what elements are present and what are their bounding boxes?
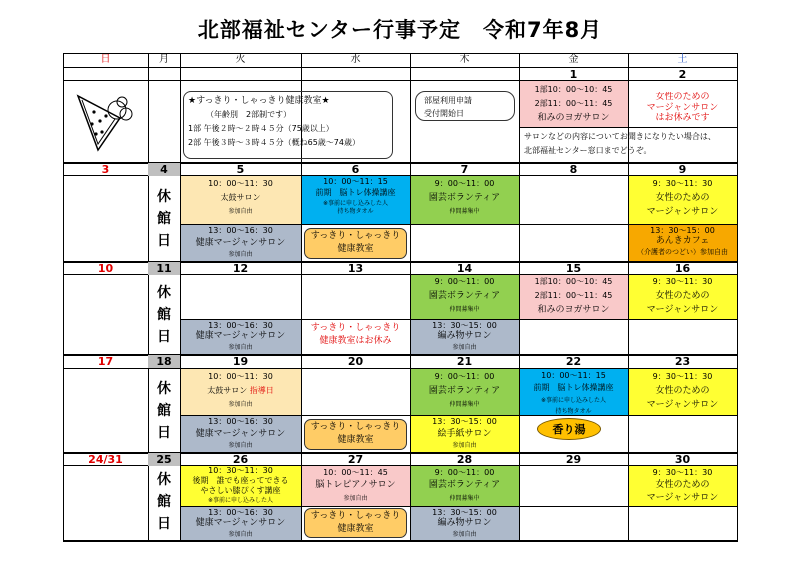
date-sat: 2 <box>678 68 687 81</box>
event-note: 参加自由 <box>228 401 253 408</box>
weekday-fri: 金 <box>568 54 579 65</box>
event-name: マージャンサロン <box>646 305 719 315</box>
josei-yasumi-line: 女性のための <box>655 92 710 102</box>
event-name: 前期 脳トレ体操講座 <box>315 188 396 198</box>
date-wed: 13 <box>347 262 364 275</box>
yoga-salon <box>519 275 628 319</box>
event-note: ※事前に申し込みした人 <box>322 200 389 208</box>
inquiry-line: 北部福祉センター窓口までどうぞ。 <box>524 146 652 155</box>
kyukan-char: 館 <box>157 494 171 510</box>
kyukan-char: 休 <box>157 189 171 205</box>
ankiri-cafe <box>628 225 737 261</box>
event-note: 参加自由 <box>452 344 477 351</box>
majan-salon <box>180 320 301 354</box>
date-thu: 14 <box>456 262 473 275</box>
amimono-salon <box>410 507 519 540</box>
date-mon: 4 <box>148 163 180 176</box>
event-note: ※事前に申し込みした人 <box>207 497 274 504</box>
amimono-salon <box>410 320 519 354</box>
date-thu: 7 <box>460 163 469 176</box>
josei-majan <box>628 177 737 223</box>
event-name: 健康マージャンサロン <box>195 429 286 439</box>
event-name: 編み物サロン <box>437 518 492 528</box>
event-note: 参加自由 <box>228 208 253 215</box>
weekday-thu: 木 <box>459 54 470 65</box>
kyukan-char: 日 <box>157 516 171 532</box>
event-name: 園芸ボランティア <box>428 386 501 396</box>
event-name: 脳トレピアノサロン <box>315 480 396 490</box>
kyoshitsu-line: 1部 午後２時～２時４５分（75歳以上） <box>188 124 334 133</box>
piano-salon <box>301 466 410 506</box>
date-fri: 29 <box>565 453 582 466</box>
event-name: やさしい膝ぴくす講座 <box>200 486 281 495</box>
event-time: 9：30～11：30 <box>652 179 713 188</box>
kyoshitsu-label: すっきり・しゃっきり <box>310 231 401 241</box>
hiza-course <box>180 466 301 506</box>
date-tue: 19 <box>232 355 249 368</box>
kyoshitsu-pill <box>304 508 407 538</box>
kyoshitsu-line: 2部 午後３時～３時４５分（概ね65歳～74歳） <box>188 138 360 147</box>
event-name: 前期 脳トレ体操講座 <box>533 383 614 392</box>
event-time: 10：00～11：45 <box>323 468 388 477</box>
josei-majan <box>628 466 737 506</box>
weekday-wed: 水 <box>350 54 361 65</box>
kyukan-char: 休 <box>157 285 171 301</box>
kyoshitsu-yasumi <box>301 322 410 352</box>
date-sun: 17 <box>97 355 114 368</box>
kyukan-char: 館 <box>157 307 171 323</box>
event-time: 1部10：00～10：45 <box>534 277 613 286</box>
date-wed: 20 <box>347 355 364 368</box>
event-note: （介護者のつどい）参加自由 <box>637 248 728 256</box>
date-sat: 23 <box>674 355 691 368</box>
weekday-tue: 火 <box>235 54 246 65</box>
event-name: 健康マージャンサロン <box>195 331 286 341</box>
heya-line: 受付開始日 <box>424 109 464 118</box>
kyoshitsu-title: ★すっきり・しゃっきり健康教室★ <box>188 96 330 106</box>
event-time: 13：00～16：30 <box>208 417 273 426</box>
event-note: 参加自由 <box>228 251 253 258</box>
kyoshitsu-label: すっきり・しゃっきり <box>310 422 401 432</box>
event-name: 園芸ボランティア <box>428 480 501 490</box>
kyukan-char: 休 <box>157 381 171 397</box>
date-wed: 6 <box>351 163 360 176</box>
date-sun: 3 <box>101 163 110 176</box>
date-sat: 9 <box>678 163 687 176</box>
date-tue: 12 <box>232 262 249 275</box>
page-title: 北部福祉センター行事予定 令和7年8月 <box>197 18 603 42</box>
date-sat: 16 <box>674 262 691 275</box>
event-time: 10：00～11：30 <box>208 372 273 381</box>
engei-volunteer <box>410 466 519 506</box>
date-sun: 10 <box>97 262 114 275</box>
date-wed: 27 <box>347 453 364 466</box>
weekday-sun: 日 <box>100 54 111 65</box>
event-name: マージャンサロン <box>646 207 719 217</box>
event-note: 仲間募集中 <box>449 495 480 502</box>
event-time: 13：00～16：30 <box>208 226 273 235</box>
event-note: ※事前に申し込みした人 <box>540 397 607 404</box>
event-name: 編み物サロン <box>437 331 492 341</box>
date-thu: 21 <box>456 355 473 368</box>
engei-volunteer <box>410 275 519 319</box>
event-time: 9：00～11：00 <box>434 372 495 381</box>
engei-volunteer <box>410 370 519 414</box>
kyukan-char: 休 <box>157 472 171 488</box>
kyoshitsu-label: すっきり・しゃっきり <box>310 511 401 521</box>
yoga-salon <box>519 81 628 127</box>
majan-salon <box>180 507 301 540</box>
date-fri: 8 <box>569 163 578 176</box>
josei-yasumi-line: はお休みです <box>655 113 710 124</box>
josei-yasumi-line: マージャンサロン <box>646 102 719 113</box>
event-note: 仲間募集中 <box>449 306 480 313</box>
engei-volunteer <box>410 177 519 223</box>
taiko-label: 太鼓サロン <box>207 386 248 395</box>
event-name: 女性のための <box>655 480 710 490</box>
event-name: マージャンサロン <box>646 400 719 410</box>
date-fri: 15 <box>565 262 582 275</box>
event-note: 参加自由 <box>228 344 253 351</box>
event-name: 園芸ボランティア <box>428 291 501 301</box>
event-note: 参加自由 <box>452 442 477 449</box>
yoga-time: 1部10：00～10：45 <box>534 85 613 94</box>
kyoshitsu-label: 健康教室 <box>337 435 374 445</box>
event-time: 13：30～15：00 <box>650 226 715 235</box>
kyoshitsu-pill <box>304 228 407 259</box>
kaori-yu-badge: 香り湯 <box>537 418 601 440</box>
event-time: 2部11：00～11：45 <box>534 291 613 300</box>
event-name: 絵手紙サロン <box>437 429 492 439</box>
josei-majan <box>628 370 737 414</box>
event-name: 後期 誰でも座ってできる <box>192 476 289 485</box>
majan-salon <box>180 416 301 452</box>
heya-line: 部屋利用申請 <box>424 96 472 105</box>
weekday-sat: 土 <box>677 54 688 65</box>
event-time: 9：30～11：30 <box>652 372 713 381</box>
event-name <box>180 384 301 398</box>
taiko-salon <box>180 370 301 414</box>
event-name: 女性のための <box>655 291 710 301</box>
noutore-course <box>519 370 628 414</box>
event-name: 健康教室はお休み <box>319 336 392 346</box>
kyoshitsu-info-box <box>183 91 393 159</box>
heya-shinsei-box <box>415 91 515 121</box>
event-name: すっきり・しゃっきり <box>310 323 401 333</box>
kyoshitsu-label: 健康教室 <box>337 524 374 534</box>
kyoshitsu-line: （年齢別 2部制です） <box>206 110 292 119</box>
shido-label: 指導日 <box>249 386 274 395</box>
majan-salon <box>180 225 301 261</box>
kyukanbi-label <box>148 186 180 252</box>
kyukan-char: 館 <box>157 211 171 227</box>
kyukanbi-label <box>148 378 180 444</box>
taiko-salon <box>180 177 301 223</box>
kyukan-char: 日 <box>157 233 171 249</box>
yoga-time: 2部11：00～11：45 <box>534 99 613 108</box>
josei-majan <box>628 275 737 319</box>
date-mon: 11 <box>148 262 180 275</box>
event-time: 9：30～11：30 <box>652 468 713 477</box>
noutore-course <box>301 177 410 223</box>
event-time: 13：30～15：00 <box>432 321 497 330</box>
event-name: 和みのヨガサロン <box>537 305 610 315</box>
kyukanbi-label <box>148 469 180 535</box>
kyoshitsu-pill <box>304 419 407 450</box>
event-time: 10：30～11：30 <box>208 466 273 475</box>
event-note: 参加自由 <box>452 531 477 538</box>
date-tue: 5 <box>236 163 245 176</box>
date-thu: 28 <box>456 453 473 466</box>
event-time: 9：00～11：00 <box>434 468 495 477</box>
date-sun: 24/31 <box>88 453 123 466</box>
date-fri: 22 <box>565 355 582 368</box>
event-name: 女性のための <box>655 193 710 203</box>
inquiry-line: サロンなどの内容についてお聞きになりたい場合は、 <box>524 132 716 141</box>
event-name: 健康マージャンサロン <box>195 238 286 248</box>
event-name: 園芸ボランティア <box>428 193 501 203</box>
date-sat: 30 <box>674 453 691 466</box>
weekday-mon: 月 <box>159 54 169 65</box>
event-name: 健康マージャンサロン <box>195 518 286 528</box>
inquiry-box <box>519 127 738 163</box>
event-time: 13：00～16：30 <box>208 321 273 330</box>
event-time: 9：30～11：30 <box>652 277 713 286</box>
event-name: マージャンサロン <box>646 493 719 503</box>
event-note: 仲間募集中 <box>449 208 480 215</box>
josei-yasumi <box>628 92 737 126</box>
event-name: 太鼓サロン <box>220 193 261 202</box>
event-name: 女性のための <box>655 386 710 396</box>
event-name: あんきカフェ <box>655 236 710 246</box>
event-note: 参加自由 <box>343 495 368 502</box>
date-fri: 1 <box>569 68 578 81</box>
kyukan-char: 日 <box>157 425 171 441</box>
event-time: 13：30～15：00 <box>432 417 497 426</box>
event-time: 10：00～11：15 <box>323 177 388 186</box>
event-note: 参加自由 <box>228 442 253 449</box>
date-tue: 26 <box>232 453 249 466</box>
date-mon: 18 <box>148 355 180 368</box>
kyukanbi-label <box>148 282 180 348</box>
kyukan-char: 日 <box>157 329 171 345</box>
etegami-salon <box>410 416 519 452</box>
event-note: 仲間募集中 <box>449 401 480 408</box>
event-time: 9：00～11：00 <box>434 179 495 188</box>
date-mon: 25 <box>148 453 180 466</box>
event-note: 持ち物タオル <box>555 408 592 414</box>
event-time: 10：00～11：15 <box>541 371 606 380</box>
kyukan-char: 館 <box>157 403 171 419</box>
kyoshitsu-label: 健康教室 <box>337 244 374 254</box>
event-time: 9：00～11：00 <box>434 277 495 286</box>
event-note: 参加自由 <box>228 531 253 538</box>
event-time: 10：00～11：30 <box>208 179 273 188</box>
event-time: 13：30～15：00 <box>432 508 497 517</box>
event-note: 持ち物タオル <box>337 207 374 215</box>
yoga-name: 和みのヨガサロン <box>537 113 610 123</box>
watermelon-icon <box>72 88 134 154</box>
event-time: 13：00～16：30 <box>208 508 273 517</box>
